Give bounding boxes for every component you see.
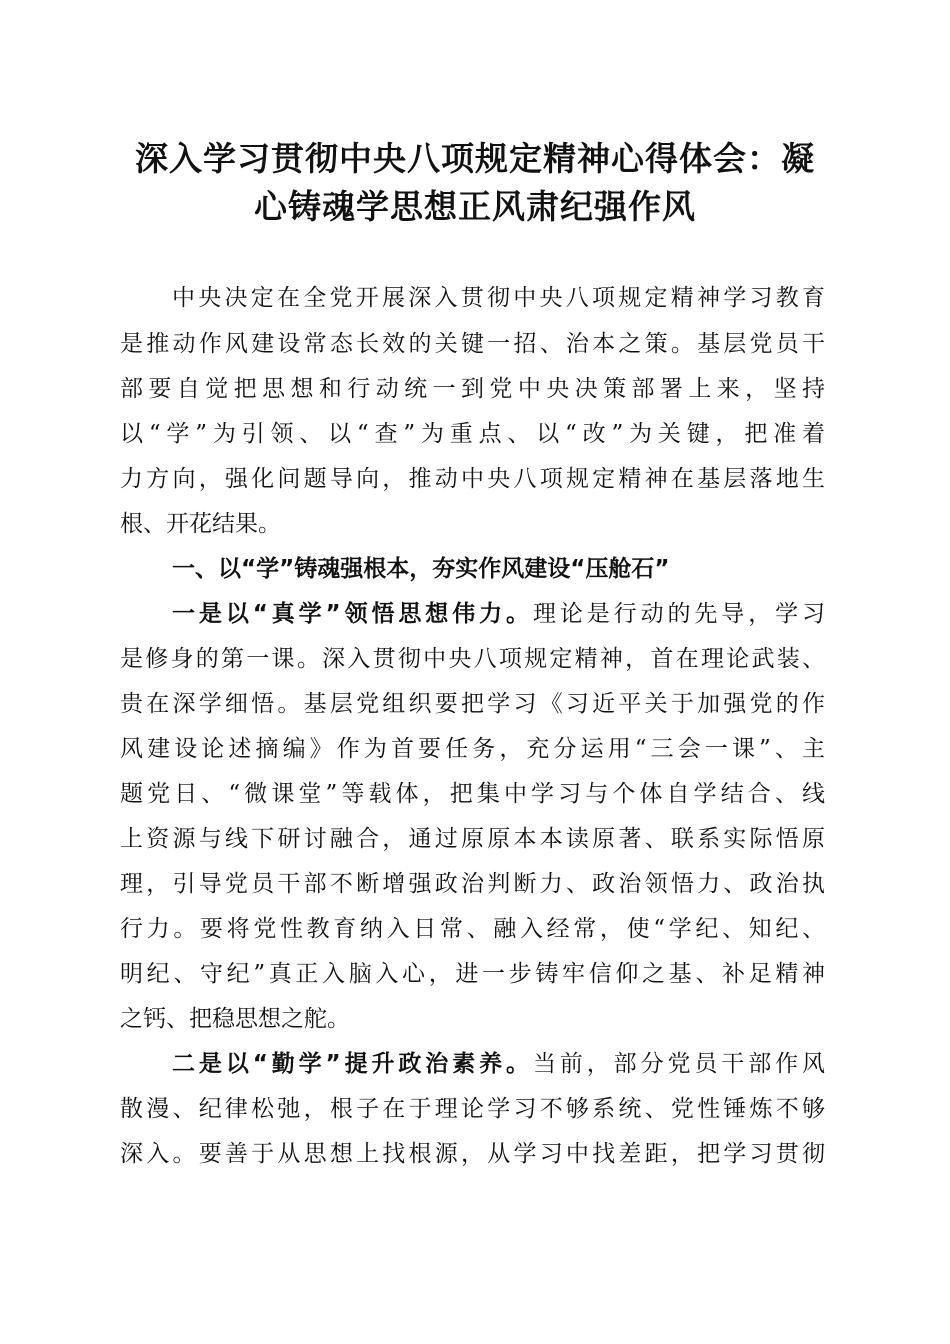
para1-line: 行力。要将党性教育纳入日常、融入经常，使“学纪、知纪、 <box>120 916 825 942</box>
intro-line: 根、开花结果。 <box>120 511 281 537</box>
para1-line: 贵在深学细悟。基层党组织要把学习《习近平关于加强党的作 <box>120 691 825 717</box>
section-heading: 一、以“学”铸魂强根本，夯实作风建设“压舱石” <box>172 556 670 582</box>
para1-line: 上资源与线下研讨融合，通过原原本本读原著、联系实际悟原 <box>120 826 825 852</box>
para2-line: 散漫、纪律松弛，根子在于理论学习不够系统、党性锤炼不够 <box>120 1096 825 1122</box>
intro-line: 以“学”为引领、以“查”为重点、以“改”为关键，把准着 <box>120 421 825 447</box>
document-title-line-1: 深入学习贯彻中央八项规定精神心得体会：凝 <box>135 139 815 178</box>
para1-line: 题党日、“微课堂”等载体，把集中学习与个体自学结合、线 <box>120 781 825 807</box>
para1-line: 之钙、把稳思想之舵。 <box>120 1006 350 1032</box>
para1-line: 明纪、守纪”真正入脑入心，进一步铸牢信仰之基、补足精神 <box>120 961 825 987</box>
para2-line: 深入。要善于从思想上找根源，从学习中找差距，把学习贯彻 <box>120 1141 825 1167</box>
intro-line: 部要自觉把思想和行动统一到党中央决策部署上来，坚持 <box>120 376 825 402</box>
document-title-line-2: 心铸魂学思想正风肃纪强作风 <box>254 187 696 226</box>
para1-line: 理，引导党员干部不断增强政治判断力、政治领悟力、政治执 <box>120 871 825 897</box>
intro-line: 中央决定在全党开展深入贯彻中央八项规定精神学习教育 <box>172 285 825 311</box>
intro-line: 力方向，强化问题导向，推动中央八项规定精神在基层落地生 <box>120 466 825 492</box>
para2-first-line <box>172 1041 825 1087</box>
para1-first-rest: 理论是行动的先导，学习 <box>532 601 826 627</box>
para1-first-line <box>172 591 825 637</box>
para1-line: 是修身的第一课。深入贯彻中央八项规定精神，首在理论武装、 <box>120 646 825 672</box>
para2-first-rest: 当前，部分党员干部作风 <box>532 1051 826 1077</box>
para1-lead: 一是以“真学”领悟思想伟力。 <box>172 601 533 627</box>
intro-line: 是推动作风建设常态长效的关键一招、治本之策。基层党员干 <box>120 331 825 357</box>
para1-line: 风建设论述摘编》作为首要任务，充分运用“三会一课”、主 <box>120 736 825 762</box>
para2-lead: 二是以“勤学”提升政治素养。 <box>172 1051 533 1077</box>
